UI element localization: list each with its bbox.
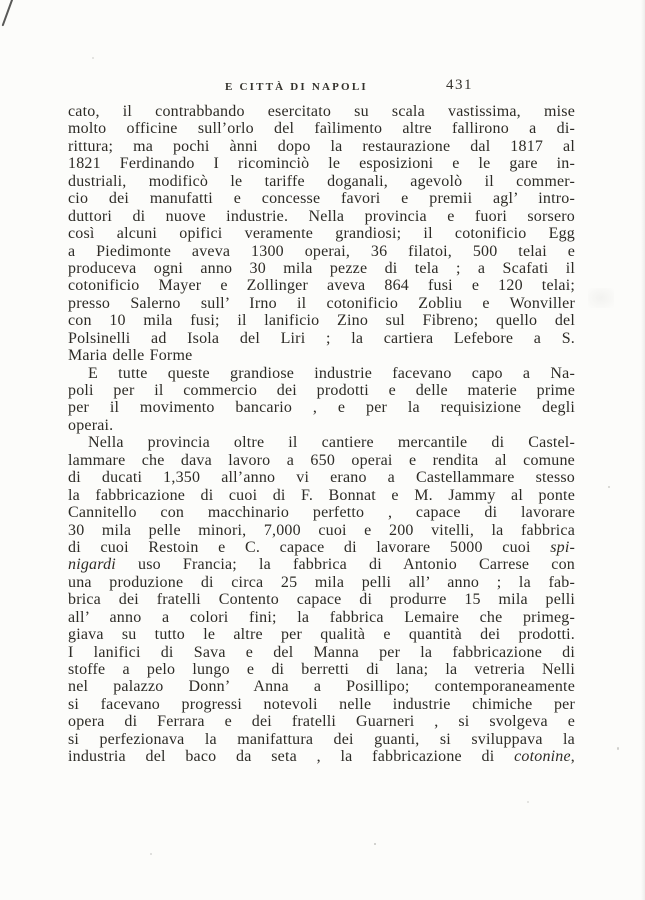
scan-speck	[566, 160, 568, 163]
text-line	[68, 208, 575, 225]
text-segment: a Piedimonte aveva 1300 operai, 36 filatoi, 500 telai e	[68, 242, 575, 260]
text-line	[68, 731, 575, 748]
text-line	[68, 330, 575, 347]
text-line	[68, 644, 575, 661]
text-segment: all’ anno a colori fini; la fabbrica Lemaire che primeg-	[68, 608, 575, 626]
text-line	[68, 120, 575, 137]
text-segment: con 10 mila fusi; il lanificio Zino sul Fibreno; quello del	[68, 312, 575, 330]
body-text	[68, 103, 575, 766]
italic-text-segment: cotonine	[514, 748, 571, 766]
scan-speck	[617, 747, 619, 750]
text-line	[68, 365, 575, 382]
text-line	[68, 609, 575, 626]
text-line	[68, 399, 575, 416]
text-line	[68, 487, 575, 504]
text-line	[68, 190, 575, 207]
text-line	[68, 574, 575, 591]
text-line	[68, 295, 575, 312]
text-segment: industria del baco da seta , la fabbricazione di	[68, 748, 515, 766]
text-line	[68, 277, 575, 294]
text-segment: molto officine sull’orlo del faìlimento altre fallirono a di-	[68, 120, 575, 138]
text-line	[68, 243, 575, 260]
text-line	[68, 434, 575, 451]
text-segment: operai.	[68, 416, 114, 434]
text-line	[68, 504, 575, 521]
text-segment: per il movimento bancario , e per la requisizione degli	[68, 399, 575, 417]
text-segment: così alcuni opifici veramente grandiosi; il cotonificio Egg	[68, 225, 575, 243]
text-line	[68, 713, 575, 730]
text-segment: 30 mila pelle minori, 7,000 cuoi e 200 vitelli, la fabbrica	[68, 521, 575, 539]
scan-speck	[374, 843, 376, 845]
text-segment: la fabbricazione di cuoi di F. Bonnat e M. Jammy al ponte	[68, 486, 575, 504]
text-segment: si perfezionava la manifattura dei guanti, si sviluppava la	[68, 730, 575, 748]
text-line	[68, 382, 575, 399]
text-line	[68, 591, 575, 608]
text-segment: giava su tutto le altre per qualità e quantità dei prodotti.	[68, 626, 575, 644]
text-line	[68, 539, 575, 556]
scan-edge-shadow	[641, 0, 645, 900]
scan-speck	[150, 853, 152, 855]
text-segment: poli per il commercio dei prodotti e delle materie prime	[68, 382, 575, 399]
text-segment: cato, il contrabbando esercitato su scala vastissima, mise	[68, 103, 575, 120]
text-line	[68, 696, 575, 713]
text-segment: opera di Ferrara e dei fratelli Guarneri , si svolgeva e	[68, 713, 575, 731]
text-segment: lammare che dava lavoro a 650 operai e rendita al comune	[68, 451, 575, 469]
text-line	[68, 522, 575, 539]
page-number: 431	[446, 77, 473, 93]
scan-speck	[527, 801, 529, 803]
italic-text-segment: nigardi	[68, 556, 116, 574]
text-line	[68, 469, 575, 486]
text-segment: Polsinelli ad Isola del Liri ; la cartiera Lefebore a S.	[68, 329, 575, 347]
text-line	[68, 678, 575, 695]
text-segment: di cuoi Restoin e C. capace di lavorare 5000 cuoi	[68, 538, 551, 556]
text-segment: uso Francia; la fabbrica di Antonio Carrese con	[115, 556, 575, 574]
text-segment: brica dei fratelli Contento capace di produrre 15 mila pelli	[68, 591, 575, 609]
text-segment: nel palazzo Donn’ Anna a Posillipo; contemporaneamente	[68, 678, 575, 696]
text-segment: si facevano progressi notevoli nelle industrie chimiche per	[68, 695, 575, 713]
text-segment: E tutte queste grandiose industrie facevano capo a Na-	[88, 364, 575, 382]
text-line	[68, 661, 575, 678]
scan-speck	[92, 57, 94, 59]
text-segment: ,	[570, 748, 575, 766]
text-line	[68, 103, 575, 120]
text-segment: 1821 Ferdinando I ricominciò le esposizioni e le gare in-	[68, 155, 575, 173]
text-line	[68, 138, 575, 155]
text-segment: rittura; ma pochi ànni dopo la restaurazione dal 1817 al	[68, 137, 575, 155]
text-segment: dustriali, modificò le tariffe doganali, agevolò il commer-	[68, 172, 575, 190]
text-line	[68, 260, 575, 277]
pen-mark-artifact	[2, 0, 15, 26]
text-line	[68, 155, 575, 172]
text-line	[68, 347, 575, 364]
text-segment: I lanifici di Sava e del Manna per la fabbricazione di	[68, 643, 575, 661]
italic-text-segment: spi-	[550, 538, 575, 556]
scan-speck	[608, 486, 610, 488]
text-line	[68, 312, 575, 329]
text-segment: duttori di nuove industrie. Nella provincia e fuori sorsero	[68, 207, 575, 225]
scan-smudge	[588, 288, 614, 308]
text-segment: stoffe a pelo lungo e di berretti di lana; la vetreria Nelli	[68, 661, 575, 678]
text-segment: Maria delle Forme	[68, 347, 193, 365]
text-line	[68, 173, 575, 190]
text-segment: Nella provincia oltre il cantiere mercantile di Castel-	[88, 434, 575, 452]
text-segment: di ducati 1,350 all’anno vi erano a Castellammare stesso	[68, 469, 575, 487]
text-line	[68, 556, 575, 573]
text-line	[68, 417, 575, 434]
text-segment: produceva ogni anno 30 mila pezze di tela ; a Scafati il	[68, 259, 575, 277]
text-segment: Cannitello con macchinario perfetto , capace di lavorare	[68, 504, 575, 522]
text-segment: cotonificio Mayer e Zollinger aveva 864 fusi e 120 telai;	[68, 277, 575, 295]
text-line	[68, 452, 575, 469]
text-segment: cio dei manufatti e concesse favori e premii agl’ intro-	[68, 190, 575, 208]
text-line	[68, 748, 575, 765]
text-segment: una produzione di circa 25 mila pelli all’ anno ; la fab-	[68, 573, 575, 591]
running-title: E CITTÀ DI NAPOLI	[225, 81, 368, 93]
text-line	[68, 626, 575, 643]
text-line	[68, 225, 575, 242]
text-segment: presso Salerno sull’ Irno il cotonificio Zobliu e Wonviller	[68, 294, 575, 312]
